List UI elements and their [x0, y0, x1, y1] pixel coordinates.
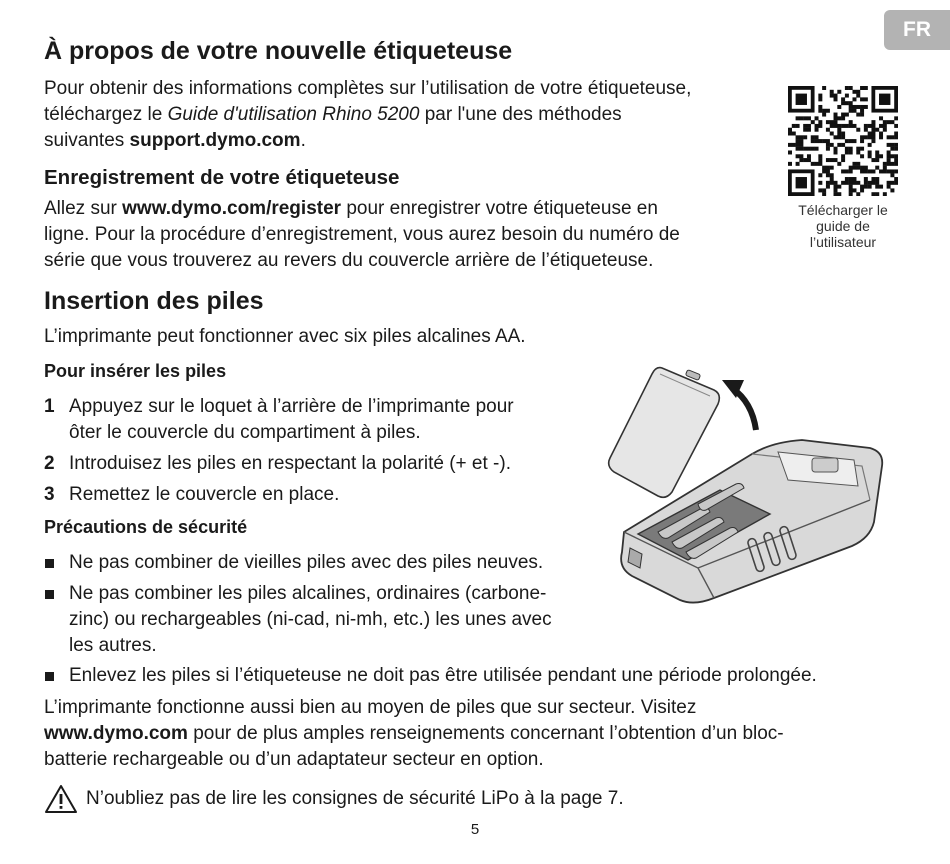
battery-cover-icon [609, 368, 720, 498]
step-number: 1 [44, 396, 55, 417]
register-line-1: Allez sur www.dymo.com/register pour enregistrer votre étiqueteuse en [44, 198, 658, 219]
guide-title: Guide d'utilisation Rhino 5200 [167, 104, 420, 125]
register-line-3: série que vous trouverez au revers du couvercle arrière de l’étiqueteuse. [44, 250, 654, 271]
support-link[interactable]: support.dymo.com [129, 130, 301, 151]
batteries-intro: L’imprimante peut fonctionner avec six piles alcalines AA. [44, 326, 526, 347]
mains-line-1: L’imprimante fonctionne aussi bien au moyen de piles que sur secteur. Visitez [44, 697, 697, 718]
bullet-square-icon [45, 672, 54, 681]
label-printer-battery-illustration [602, 362, 886, 608]
qr-caption: Télécharger le guide de l’utilisateur [798, 202, 888, 250]
language-tab [884, 10, 950, 50]
about-line-3: suivantes support.dymo.com. [44, 130, 306, 151]
qr-code-image [788, 86, 898, 196]
mains-line-2: www.dymo.com pour de plus amples renseignements concernant l’obtention d’un bloc- [44, 723, 784, 744]
warning-text: N’oubliez pas de lire les consignes de sécurité LiPo à la page 7. [86, 788, 624, 809]
mains-line-3: batterie rechargeable ou d’un adaptateur secteur en option. [44, 749, 544, 770]
about-title: À propos de votre nouvelle étiqueteuse [44, 37, 513, 65]
batteries-title: Insertion des piles [44, 287, 264, 315]
safety-title: Précautions de sécurité [44, 517, 248, 537]
about-line-2: téléchargez le Guide d'utilisation Rhino 5200 par l'une des méthodes [44, 104, 622, 125]
bullet-square-icon [45, 590, 54, 599]
warning-icon [44, 784, 78, 814]
register-line-2: ligne. Pour la procédure d’enregistrement, vous aurez besoin du numéro de [44, 224, 680, 245]
step-number: 3 [44, 484, 55, 505]
bullet-square-icon [45, 559, 54, 568]
step-number: 2 [44, 453, 55, 474]
dymo-link[interactable]: www.dymo.com [44, 723, 188, 744]
curved-arrow-icon [722, 380, 756, 430]
about-line-1: Pour obtenir des informations complètes sur l’utilisation de votre étiqueteuse, [44, 78, 692, 99]
register-link[interactable]: www.dymo.com/register [122, 198, 342, 219]
register-title: Enregistrement de votre étiqueteuse [44, 166, 400, 189]
page-number: 5 [470, 821, 480, 838]
steps-title: Pour insérer les piles [44, 361, 227, 381]
language-tab-label: FR [903, 18, 931, 41]
